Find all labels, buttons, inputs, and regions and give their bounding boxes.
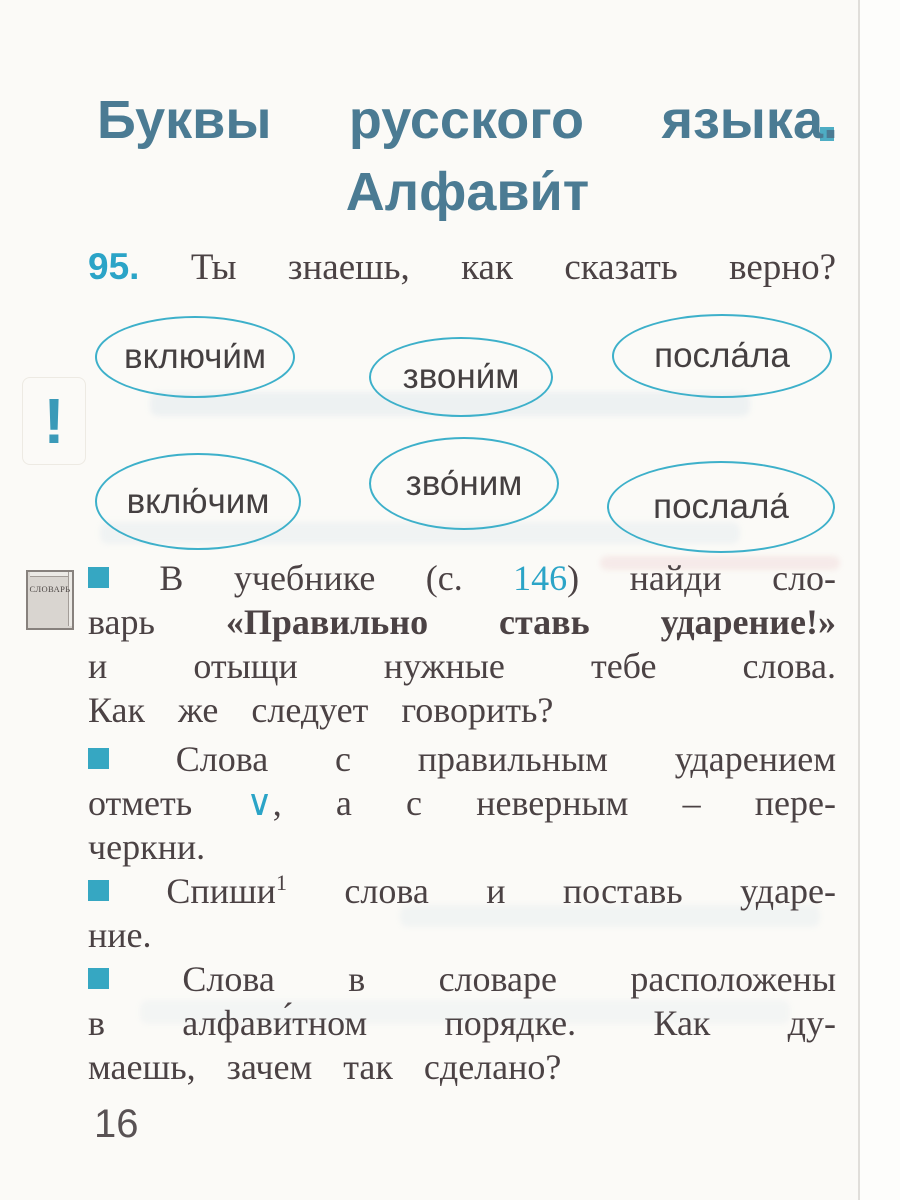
dictionary-icon-label: СЛОВАРЬ bbox=[29, 584, 71, 594]
exclamation-icon: ! bbox=[43, 385, 65, 457]
page-edge-line bbox=[858, 0, 860, 1200]
page-number: 16 bbox=[94, 1102, 139, 1146]
word-oval-poslala-stress-a2 bbox=[612, 314, 832, 398]
dictionary-pages-edge bbox=[68, 572, 72, 626]
page-reference: 146 bbox=[513, 558, 568, 598]
task-text: маешь, зачем так сделано? bbox=[88, 1047, 562, 1087]
task-text: в алфави́тном порядке. Как ду- bbox=[88, 1003, 836, 1043]
task-text: Слова с правильным ударением bbox=[175, 739, 836, 779]
oval-word: включи́м bbox=[123, 337, 267, 376]
important-note-box bbox=[22, 377, 86, 465]
bullet-square-icon bbox=[88, 748, 109, 769]
exercise-header bbox=[88, 244, 836, 290]
bullet-square-icon bbox=[88, 567, 109, 588]
task-text: ) найди сло- bbox=[567, 558, 837, 598]
word-oval-vklyuchim-stress-i bbox=[95, 316, 295, 398]
task-paragraph-find-dictionary bbox=[88, 556, 836, 732]
footnote-marker: 1 bbox=[275, 870, 287, 895]
exercise-number: 95. bbox=[88, 246, 140, 287]
task-text: слова и поставь ударе- bbox=[344, 871, 837, 911]
oval-word: звони́м bbox=[402, 357, 520, 396]
task-text: отметь bbox=[88, 783, 193, 823]
page-title-line2: Алфави́т bbox=[345, 162, 590, 222]
task-text: ние. bbox=[88, 915, 152, 955]
dictionary-book-cover bbox=[26, 570, 74, 630]
bullet-square-icon bbox=[88, 880, 109, 901]
dictionary-icon bbox=[26, 568, 76, 630]
task-text: черкни. bbox=[88, 827, 206, 867]
oval-word: послала́ bbox=[653, 487, 789, 526]
dictionary-pages-edge bbox=[30, 572, 72, 577]
page-edge-strip bbox=[860, 0, 900, 1200]
oval-word: зво́ним bbox=[405, 463, 523, 503]
task-paragraph-copy-words bbox=[88, 869, 836, 957]
word-oval-zvonim-stress-i bbox=[369, 337, 553, 417]
task-text: и отыщи нужные тебе слова. bbox=[88, 646, 836, 686]
word-oval-zvonim-stress-o bbox=[369, 437, 559, 530]
task-paragraph-alphabetical-order bbox=[88, 957, 836, 1089]
bullet-square-icon bbox=[88, 968, 109, 989]
word-oval-vklyuchim-stress-yu bbox=[95, 453, 301, 550]
dictionary-title: «Правильно ставь ударение!» bbox=[225, 602, 836, 642]
task-text: Как же следует говорить? bbox=[88, 690, 554, 730]
page-title-line1: Буквы русского языка. bbox=[97, 90, 838, 150]
oval-word: посла́ла bbox=[654, 336, 790, 375]
task-text: варь bbox=[88, 602, 155, 642]
task-text: Спиши bbox=[166, 871, 276, 911]
page-title bbox=[97, 84, 838, 228]
oval-word: вклю́чим bbox=[126, 481, 270, 521]
task-paragraph-mark-words bbox=[88, 737, 836, 869]
task-text: В учебнике (с. bbox=[159, 558, 463, 598]
task-text: Слова в словаре расположены bbox=[182, 959, 837, 999]
exercise-question: Ты знаешь, как сказать верно? bbox=[190, 247, 837, 288]
task-text-column bbox=[88, 556, 836, 1089]
checkmark-icon: ∨ bbox=[246, 783, 273, 823]
task-text: , а с неверным – пере- bbox=[272, 783, 837, 823]
word-oval-poslala-stress-a3 bbox=[607, 461, 835, 553]
